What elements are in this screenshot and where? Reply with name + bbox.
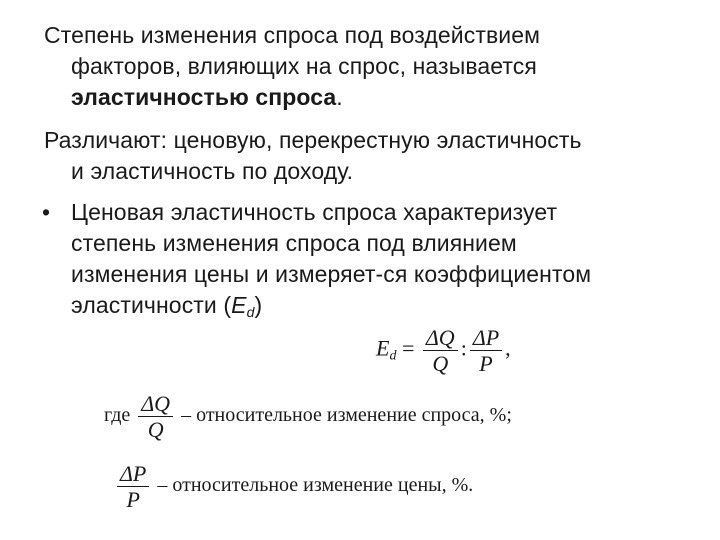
definition-line-3	[44, 82, 704, 113]
formula-lhs: E	[376, 335, 390, 361]
bullet-line-3: изменения цены и измеряет-ся коэффициентом	[71, 261, 592, 287]
definition-price-fraction	[117, 462, 149, 511]
bullet-marker: •	[42, 199, 51, 225]
definition-line-1: Степень изменения спроса под воздействием	[44, 22, 541, 48]
definition-line-2: факторов, влияющих на спрос, называется	[71, 53, 537, 79]
elasticity-formula	[376, 326, 511, 375]
definition-prefix: где	[104, 404, 131, 427]
definition-period: .	[336, 84, 343, 110]
bullet-line-4	[44, 290, 704, 321]
types-line-2: и эластичность по доходу.	[71, 158, 354, 184]
formula-divide: :	[460, 335, 467, 361]
formula-fraction-quantity	[423, 326, 458, 375]
definition-paragraph	[44, 20, 704, 113]
bullet-line-4-text: эластичности (	[71, 292, 232, 318]
definition-price-change	[114, 462, 473, 511]
definition-demand-denominator: Q	[147, 417, 164, 443]
types-line-1: Различают: ценовую, перекрестную эластичность	[44, 127, 582, 153]
definition-demand-fraction	[138, 392, 173, 441]
formula-fraction-price-denominator: P	[479, 351, 493, 377]
elasticity-symbol: E	[231, 292, 247, 318]
formula-fraction-price	[470, 326, 502, 375]
bullet-line-4-close: )	[254, 292, 263, 318]
formula-fraction-quantity-denominator: Q	[432, 351, 449, 377]
formula-equals: =	[401, 335, 415, 361]
elasticity-term: эластичностью спроса	[71, 84, 337, 110]
definition-price-text: – относительное изменение цены, %.	[157, 474, 474, 497]
formula-fraction-quantity-numerator: ΔQ	[423, 326, 458, 351]
definition-demand-numerator: ΔQ	[138, 392, 173, 417]
definition-demand-change	[104, 392, 512, 441]
bullet-line-1: Ценовая эластичность спроса характеризует	[71, 199, 558, 225]
bullet-line-2: степень изменения спроса под влиянием	[71, 230, 517, 256]
price-elasticity-bullet	[44, 197, 704, 321]
formula-lhs-subscript: d	[389, 348, 397, 364]
definition-price-numerator: ΔP	[117, 462, 149, 487]
formula-fraction-price-numerator: ΔP	[470, 326, 502, 351]
elasticity-symbol-subscript: d	[246, 304, 255, 320]
formula-trailing-comma: ,	[505, 335, 511, 361]
types-paragraph	[44, 125, 704, 187]
definition-demand-text: – относительное изменение спроса, %;	[181, 404, 512, 427]
definition-price-denominator: P	[126, 487, 140, 513]
